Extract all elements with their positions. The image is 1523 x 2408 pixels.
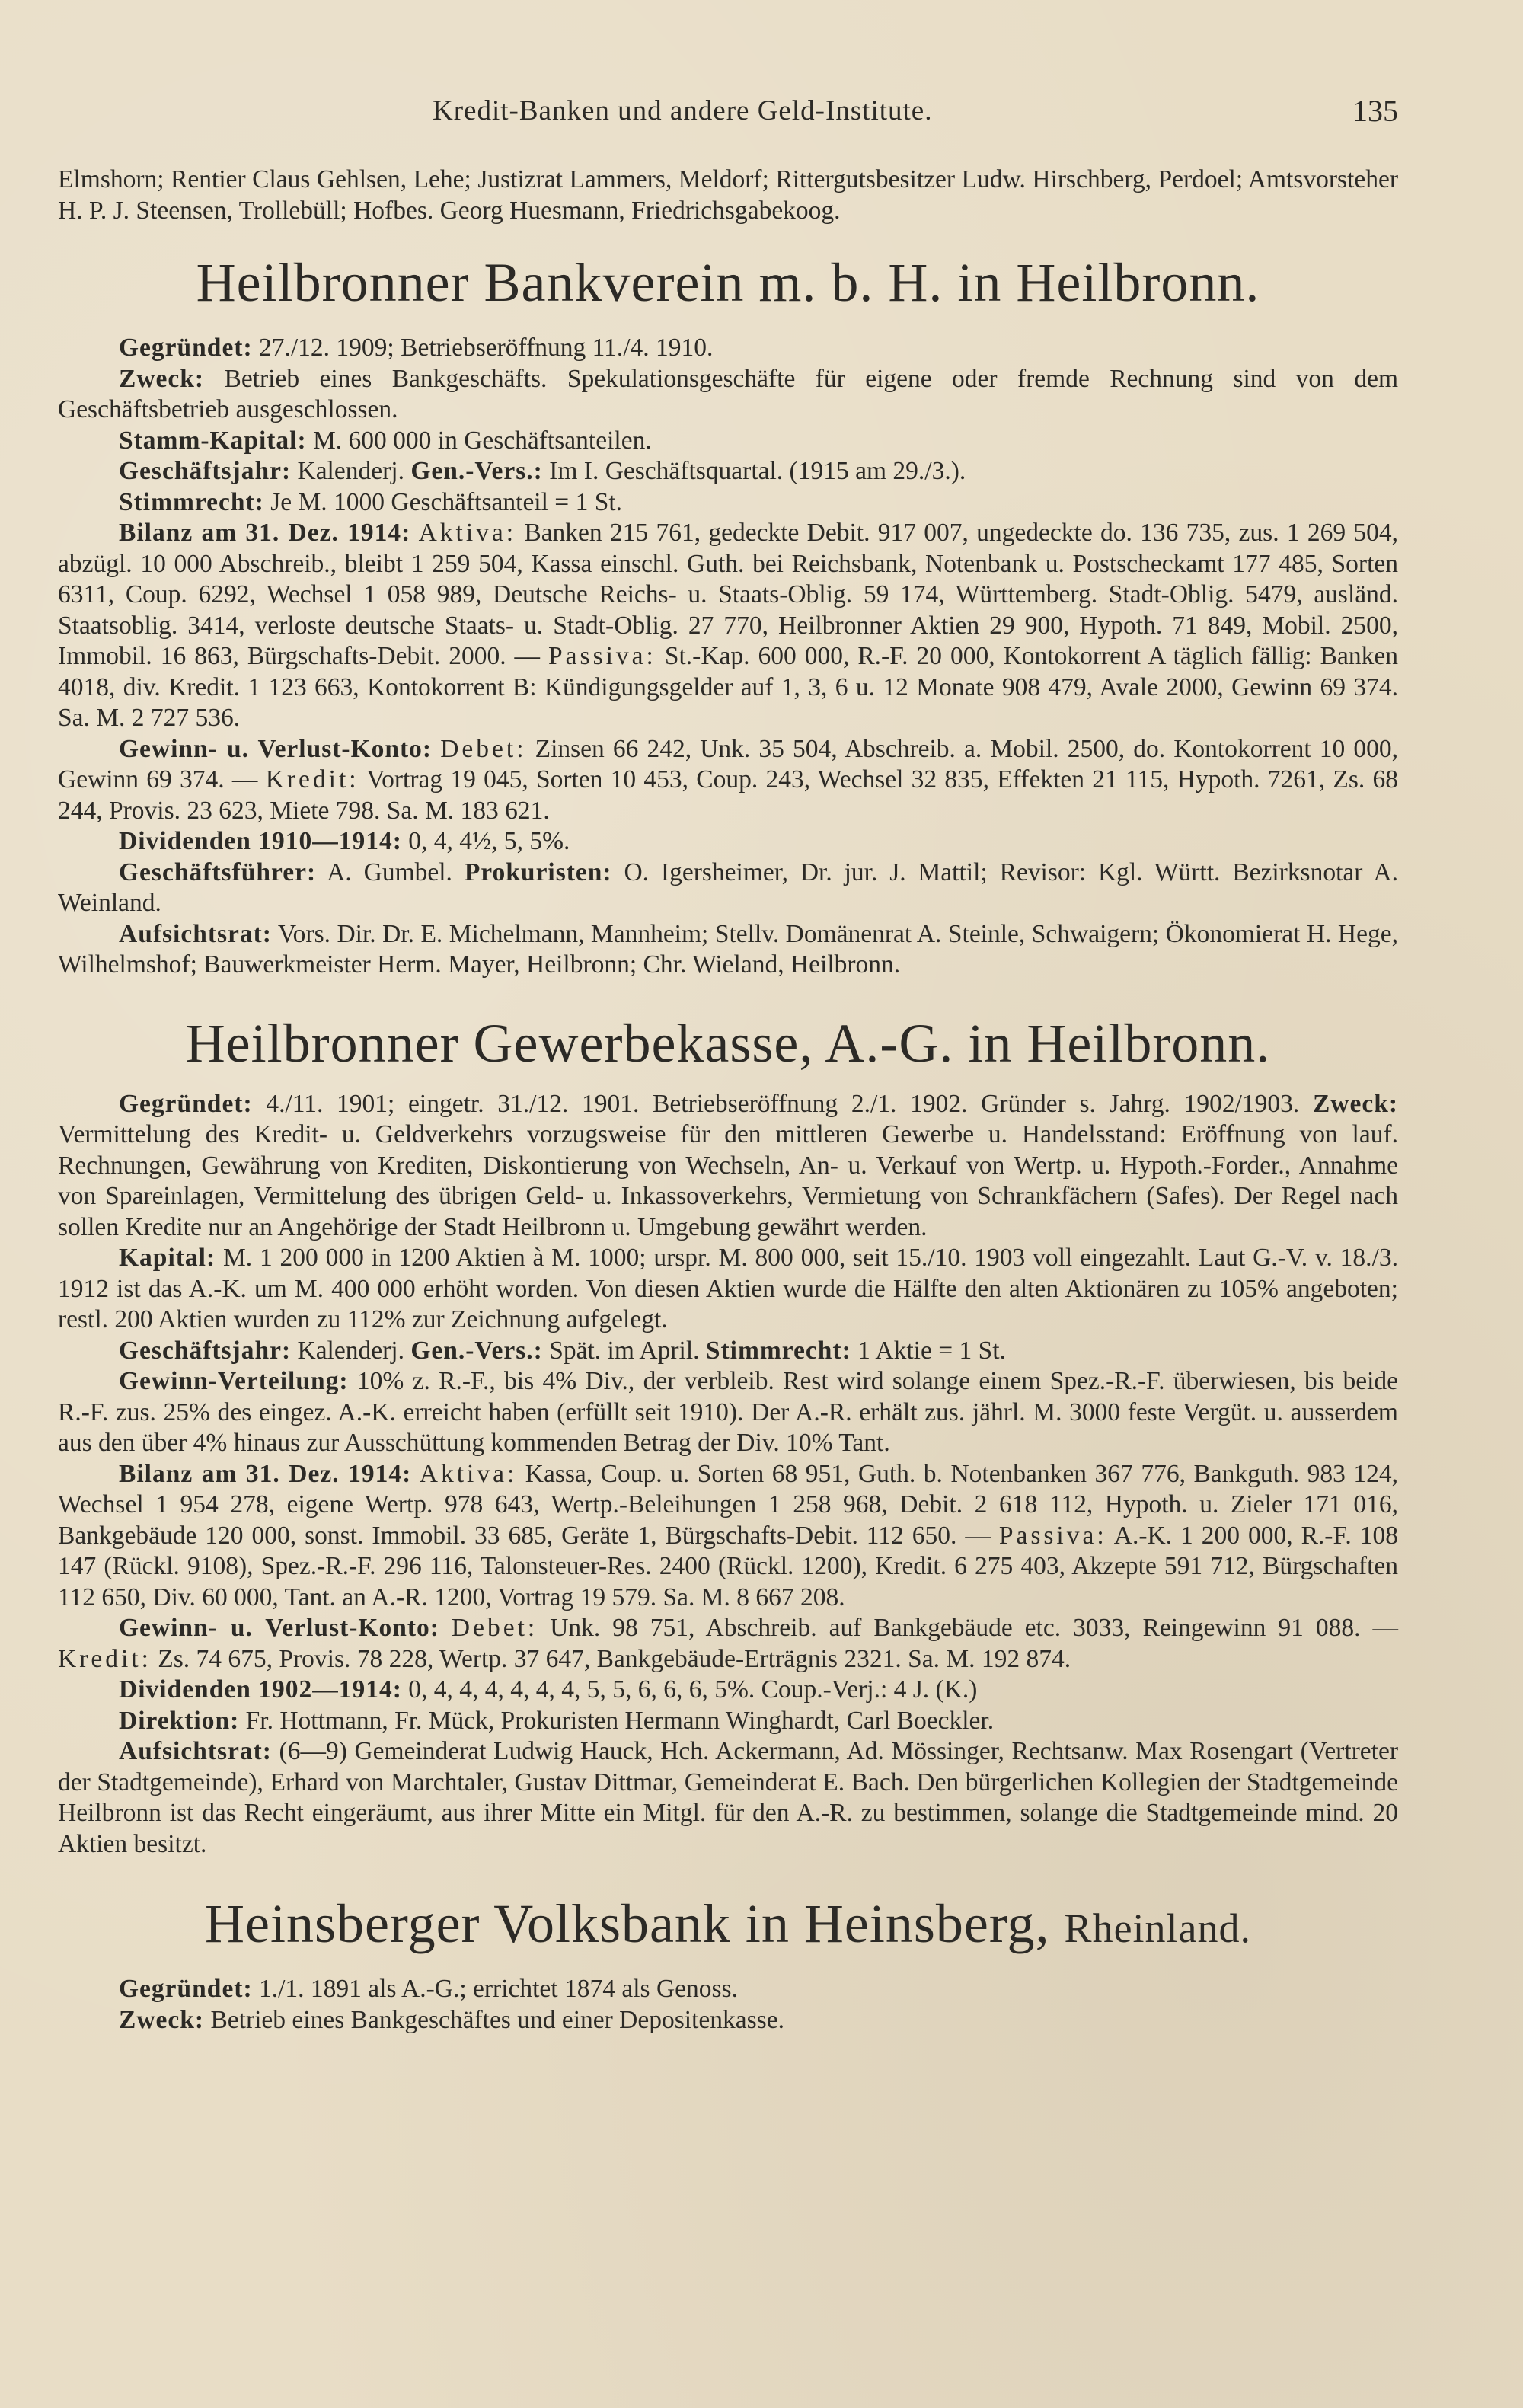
entry-aufsichtsrat: Aufsichtsrat: (6—9) Gemeinderat Ludwig Hauck, Hch. Ackermann, Ad. Mössinger, Rechtsanw. Max Rosengart (Vertreter der Stadtgemeinde), Erhard von Marchtaler, Gustav Dittmar, Gemeinderat E. Bach. Den bürgerlichen Kollegien der Stadtgemeinde Heilbronn ist das Recht eingeräumt, aus ihrer Mitte ein Mitgl. für den A.-R. zu bestimmen, solange die Stadtgemeinde mind. 20 Aktien besitzt. xyxy=(58,1737,1399,1858)
running-head xyxy=(58,90,1398,136)
intro-paragraph: Elmshorn; Rentier Claus Gehlsen, Lehe; Justizrat Lammers, Meldorf; Rittergutsbesitzer Ludw. Hirschberg, Perdoel; Amtsvorsteher H. P. J. Steensen, Trollebüll; Hofbes. Georg Huesmann, Friedrichsgabekoog. xyxy=(58,165,1398,225)
entry-bilanz: Bilanz am 31. Dez. 1914: Aktiva: Kassa, Coup. u. Sorten 68 951, Guth. b. Notenbanken 367 776, Bankguth. 983 124, Wechsel 1 954 278, eigene Wertp. 978 643, Wertp.-Beleihungen 1 258 968, Debit. 2 618 112, Hypoth. u. Zieler 171 016, Bankgebäude 120 000, sonst. Immobil. 33 685, Geräte 1, Bürgschafts-Debit. 112 650. — Passiva: A.-K. 1 200 000, R.-F. 108 147 (Rückl. 9108), Spez.-R.-F. 296 116, Talonsteuer-Res. 2400 (Rückl. 1200), Kredit. 6 275 403, Akzepte 591 712, Bürgschaften 112 650, Div. 60 000, Tant. an A.-R. 1200, Vortrag 19 579. Sa. M. 8 667 208. xyxy=(58,1459,1399,1611)
entry-dividenden: Dividenden 1910—1914: 0, 4, 4½, 5, 5%. xyxy=(119,827,570,855)
entry-stimmrecht: Stimmrecht: Je M. 1000 Geschäftsanteil = 1 St. xyxy=(119,487,623,516)
entry-geschaeftsjahr: Geschäftsjahr: Kalenderj. Gen.-Vers.: Spät. im April. Stimmrecht: 1 Aktie = 1 St. xyxy=(119,1336,1006,1365)
entry-stamm-kapital: Stamm-Kapital: M. 600 000 in Geschäftsanteilen. xyxy=(119,426,652,455)
entry-gewinn-verlust: Gewinn- u. Verlust-Konto: Debet: Unk. 98 751, Abschreib. auf Bankgebäude etc. 3033, Reingewinn 91 088. — Kredit: Zs. 74 675, Provis. 78 228, Wertp. 37 647, Bankgebäude-Erträgnis 2321. Sa. M. 192 874. xyxy=(58,1614,1398,1673)
entry-kapital: Kapital: M. 1 200 000 in 1200 Aktien à M. 1000; urspr. M. 800 000, seit 15./10. 1903 voll eingezahlt. Laut G.-V. v. 18./3. 1912 ist das A.-K. um M. 400 000 erhöht worden. Von diesen Aktien wurde die Hälfte den alten Aktionären zu 105% angeboten; restl. 200 Aktien wurden zu 112% zur Zeichnung aufgelegt. xyxy=(58,1244,1398,1333)
entry-gewinn-verteilung: Gewinn-Verteilung: 10% z. R.-F., bis 4% Div., der verbleib. Rest wird solange einem Spez.-R.-F. überwiesen, bis beide R.-F. zus. 25% des eingez. A.-K. erreicht haben (erfüllt seit 1910). Der A.-R. erhält zus. jährl. M. 3000 feste Vergüt. u. ausserdem aus den über 4% hinaus zur Ausschüttung kommenden Betrag der Div. 10% Tant. xyxy=(58,1367,1399,1457)
page-number: 135 xyxy=(1352,94,1398,128)
section-title-heilbronner-bankverein: Heilbronner Bankverein m. b. H. in Heilbronn. xyxy=(196,252,1260,313)
entry-gewinn-verlust: Gewinn- u. Verlust-Konto: Debet: Zinsen 66 242, Unk. 35 504, Abschreib. a. Mobil. 2500, do. Kontokorrent 10 000, Gewinn 69 374. — Kredit: Vortrag 19 045, Sorten 10 453, Coup. 243, Wechsel 32 835, Effekten 21 115, Hypoth. 7261, Zs. 68 244, Provis. 23 623, Miete 798. Sa. M. 183 621. xyxy=(58,734,1399,825)
entry-dividenden: Dividenden 1902—1914: 0, 4, 4, 4, 4, 4, 4, 5, 5, 6, 6, 6, 5%. Coup.-Verj.: 4 J. (K.) xyxy=(119,1675,978,1704)
entry-gegruendet: Gegründet: 4./11. 1901; eingetr. 31./12. 1901. Betriebseröffnung 2./1. 1902. Gründer s. Jahrg. 1902/1903. Zweck: Vermittelung des Kredit- u. Geldverkehrs vorzugsweise für den mittleren Gewerbe u. Handelsstand: Eröffnung von lauf. Rechnungen, Gewährung von Krediten, Diskontierung von Wechseln, An- u. Verkauf von Wertp. u. Hypoth.-Forder., Annahme von Spareinlagen, Vermittelung des übrigen Geld- u. Inkassoverkehrs, Vermietung von Schrankfächern (Safes). Der Regel nach sollen Kredite nur an Angehörige der Stadt Heilbronn u. Umgebung gewährt werden. xyxy=(58,1089,1398,1241)
section-title-heinsberger-volksbank: Heinsberger Volksbank in Heinsberg, Rheinland. xyxy=(204,1893,1252,1954)
entry-gegruendet: Gegründet: 1./1. 1891 als A.-G.; errichtet 1874 als Genoss. xyxy=(119,1975,738,2003)
entry-zweck: Zweck: Betrieb eines Bankgeschäfts. Spekulationsgeschäfte für eigene oder fremde Rechnung sind von dem Geschäftsbetrieb ausgeschlossen. xyxy=(58,364,1399,423)
section-title-heilbronner-gewerbekasse: Heilbronner Gewerbekasse, A.-G. in Heilbronn. xyxy=(185,1012,1271,1074)
entry-gegruendet: Gegründet: 27./12. 1909; Betriebseröffnung 11./4. 1910. xyxy=(119,334,714,362)
running-title: Kredit-Banken und andere Geld-Institute. xyxy=(433,95,933,126)
entry-direktion: Direktion: Fr. Hottmann, Fr. Mück, Prokuristen Hermann Winghardt, Carl Boeckler. xyxy=(119,1706,995,1735)
entry-aufsichtsrat: Aufsichtsrat: Vors. Dir. Dr. E. Michelmann, Mannheim; Stellv. Domänenrat A. Steinle, Schwaigern; Ökonomierat H. Hege, Wilhelmshof; Bauwerkmeister Herm. Mayer, Heilbronn; Chr. Wieland, Heilbronn. xyxy=(58,919,1398,979)
entry-bilanz: Bilanz am 31. Dez. 1914: Aktiva: Banken 215 761, gedeckte Debit. 917 007, ungedeckte do. 136 735, zus. 1 269 504, abzügl. 10 000 Abschreib., bleibt 1 259 504, Kassa einschl. Guth. bei Reichsbank, Notenbank u. Postscheckamt 177 485, Sorten 6311, Coup. 6292, Wechsel 1 058 989, Deutsche Reichs- u. Staats-Oblig. 59 174, Württemberg. Stadt-Oblig. 5479, ausländ. Staatsoblig. 3414, verloste deutsche Staats- u. Stadt-Oblig. 27 770, Heilbronner Aktien 29 900, Hypoth. 71 849, Mobil. 2500, Immobil. 16 863, Bürgschafts-Debit. 2000. — Passiva: St.-Kap. 600 000, R.-F. 20 000, Kontokorrent A täglich fällig: Banken 4018, div. Kredit. 1 123 663, Kontokorrent B: Kündigungsgelder auf 1, 3, 6 u. 12 Monate 908 479, Avale 2000, Gewinn 69 374. Sa. M. 2 727 536. xyxy=(58,519,1399,732)
entry-geschaeftsfuehrer: Geschäftsführer: A. Gumbel. Prokuristen: O. Igersheimer, Dr. jur. J. Mattil; Revisor: Kgl. Württ. Bezirksnotar A. Weinland. xyxy=(58,857,1399,917)
text-column xyxy=(58,90,1398,2036)
entry-zweck: Zweck: Betrieb eines Bankgeschäftes und einer Depositenkasse. xyxy=(119,2005,784,2034)
entry-geschaeftsjahr: Geschäftsjahr: Kalenderj. Gen.-Vers.: Im I. Geschäftsquartal. (1915 am 29./3.). xyxy=(119,457,966,485)
